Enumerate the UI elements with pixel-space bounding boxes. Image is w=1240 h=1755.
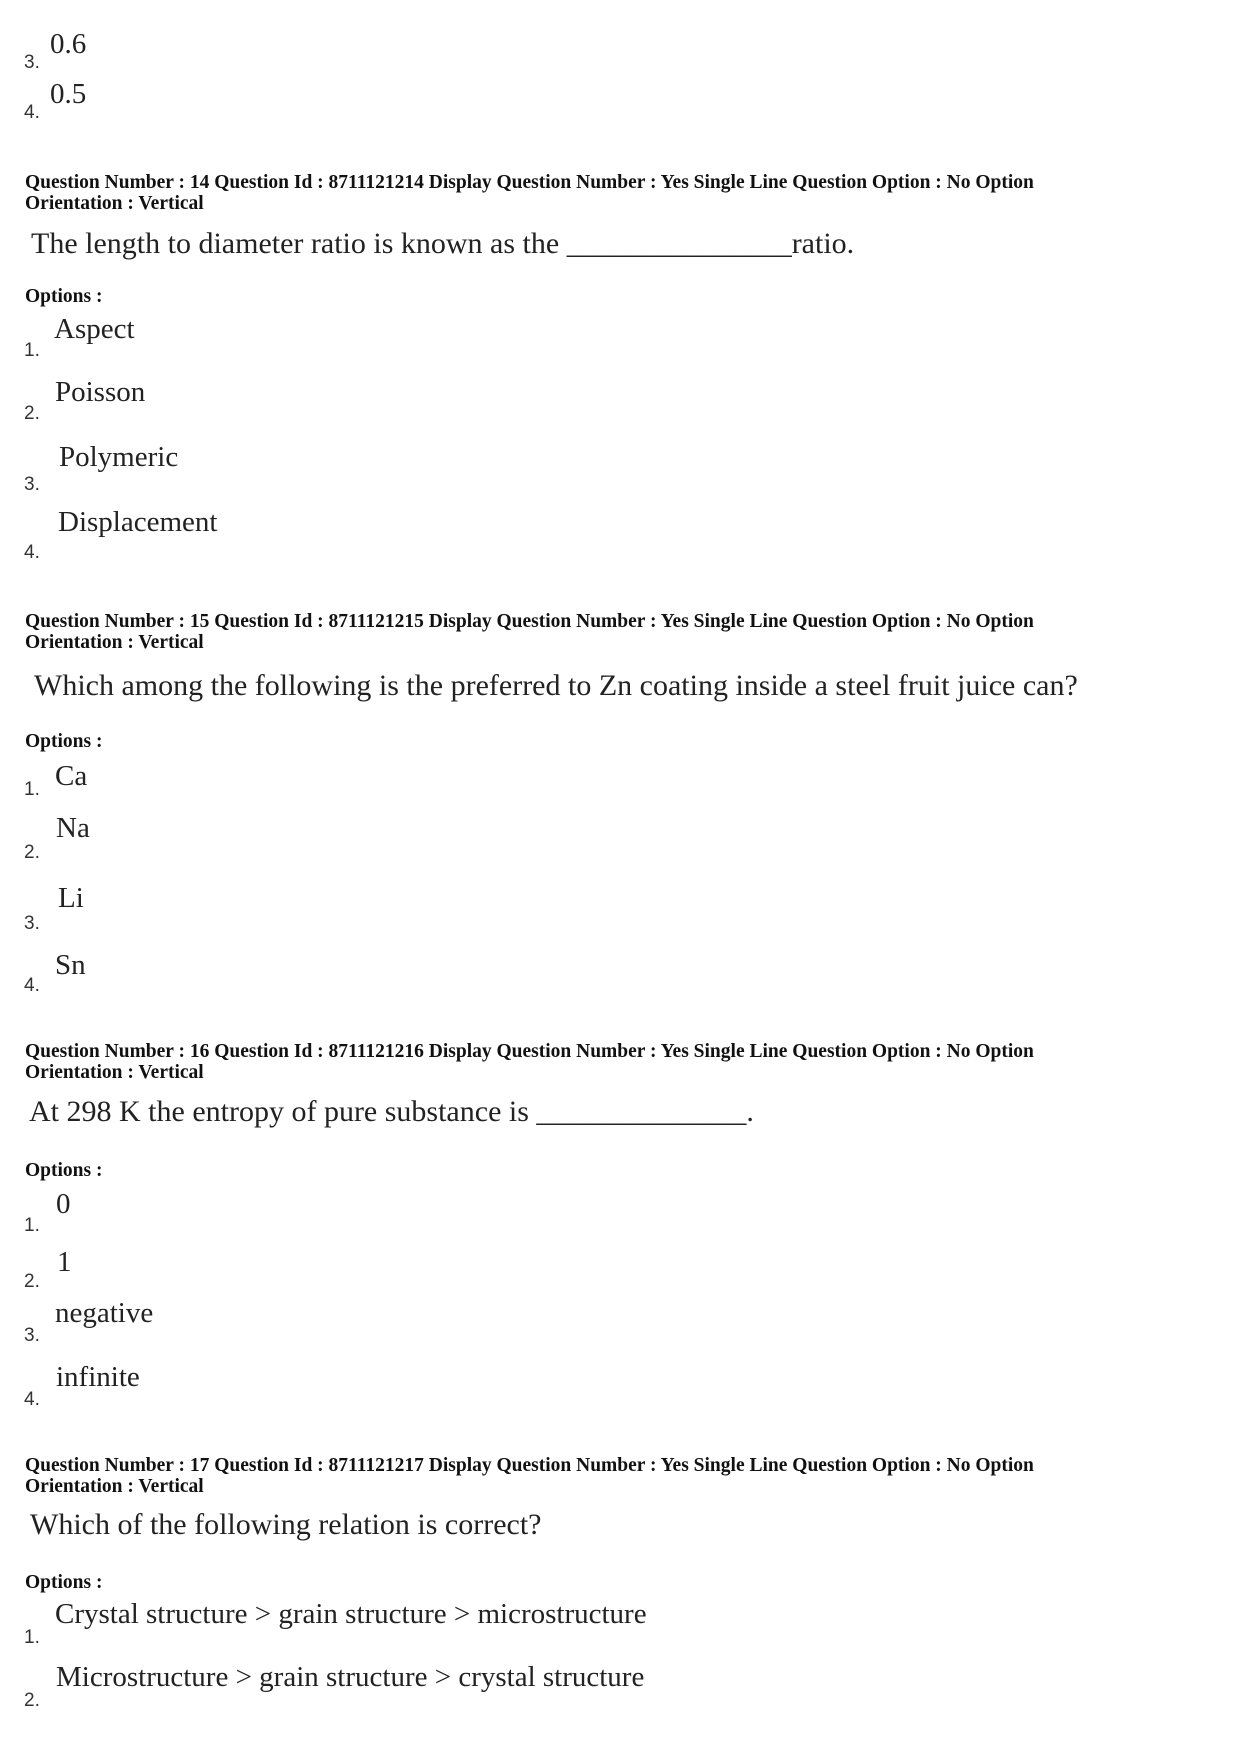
question-text: Which of the following relation is correct? <box>30 1508 542 1541</box>
question-text: The length to diameter ratio is known as the _______________ratio. <box>31 227 855 260</box>
option-number: 3. <box>24 474 40 495</box>
option-number: 2. <box>24 842 40 863</box>
option-text: Polymeric <box>59 441 179 473</box>
option-text: 0 <box>56 1188 71 1220</box>
question-meta-line2: Orientation : Vertical <box>25 193 204 214</box>
option-number: 4. <box>24 542 40 563</box>
question-text: At 298 K the entropy of pure substance is ______________. <box>29 1095 754 1128</box>
option-text: 0.6 <box>50 28 87 60</box>
option-number: 3. <box>24 1325 40 1346</box>
option-text: 1 <box>57 1246 72 1278</box>
question-meta-line2: Orientation : Vertical <box>25 632 204 653</box>
question-meta-line1: Question Number : 17 Question Id : 8711121217 Display Question Number : Yes Single Line Question Option : No Option <box>25 1455 1034 1476</box>
option-number: 4. <box>24 975 40 996</box>
question-meta-line2: Orientation : Vertical <box>25 1062 204 1083</box>
option-text: infinite <box>56 1361 140 1393</box>
option-text: 0.5 <box>50 78 87 110</box>
option-number: 4. <box>24 102 40 123</box>
option-number: 1. <box>24 340 40 361</box>
option-text: Na <box>56 812 90 844</box>
options-label: Options : <box>25 1160 103 1181</box>
option-number: 3. <box>24 913 40 934</box>
option-number: 2. <box>24 1271 40 1292</box>
option-number: 1. <box>24 1215 40 1236</box>
options-label: Options : <box>25 1572 103 1593</box>
options-label: Options : <box>25 731 103 752</box>
option-number: 2. <box>24 403 40 424</box>
option-text: Aspect <box>54 313 135 345</box>
option-text: Ca <box>55 760 88 792</box>
option-text: Crystal structure > grain structure > microstructure <box>55 1598 647 1630</box>
option-number: 3. <box>24 52 40 73</box>
question-meta-line1: Question Number : 15 Question Id : 8711121215 Display Question Number : Yes Single Line Question Option : No Option <box>25 611 1034 632</box>
option-text: Poisson <box>55 376 146 408</box>
question-meta-line1: Question Number : 14 Question Id : 8711121214 Display Question Number : Yes Single Line Question Option : No Option <box>25 172 1034 193</box>
options-label: Options : <box>25 286 103 307</box>
option-text: Li <box>58 882 84 914</box>
option-text: Microstructure > grain structure > crystal structure <box>56 1661 645 1693</box>
option-text: negative <box>55 1297 154 1329</box>
option-number: 4. <box>24 1389 40 1410</box>
option-number: 1. <box>24 1627 40 1648</box>
option-number: 2. <box>24 1690 40 1711</box>
question-meta-line2: Orientation : Vertical <box>25 1476 204 1497</box>
option-number: 1. <box>24 779 40 800</box>
option-text: Sn <box>55 949 86 981</box>
question-meta-line1: Question Number : 16 Question Id : 8711121216 Display Question Number : Yes Single Line Question Option : No Option <box>25 1041 1034 1062</box>
question-text: Which among the following is the preferred to Zn coating inside a steel fruit juice can? <box>34 669 1078 702</box>
option-text: Displacement <box>58 506 218 538</box>
